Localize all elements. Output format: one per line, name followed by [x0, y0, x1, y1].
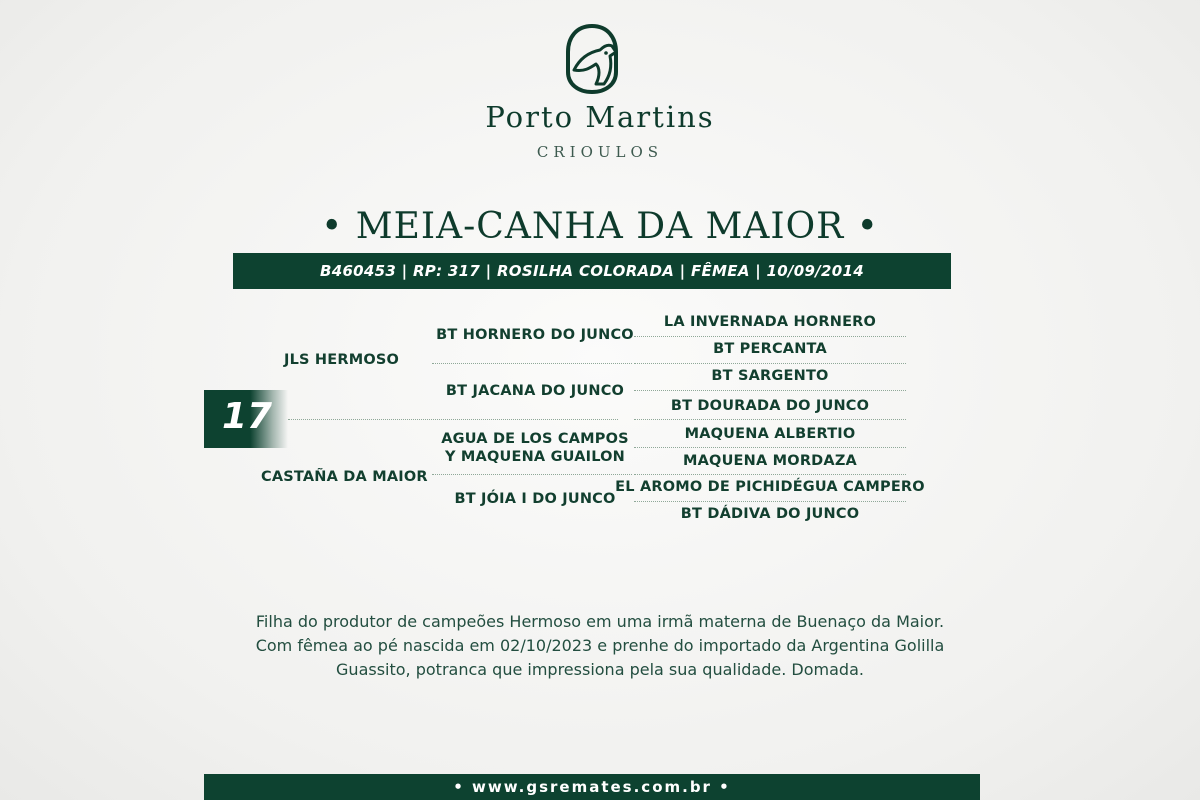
animal-name: • MEIA-CANHA DA MAIOR •	[321, 206, 879, 247]
pedigree-line	[634, 390, 906, 391]
horse-head-icon	[560, 22, 624, 96]
pedigree-line	[634, 419, 906, 420]
pedigree-line	[634, 363, 906, 364]
great-grandparent: BT DOURADA DO JUNCO	[670, 398, 870, 414]
dam-sire-name: AGUA DE LOS CAMPOS Y MAQUENA GUAILON	[441, 431, 629, 465]
great-grandparent: MAQUENA MORDAZA	[683, 453, 857, 469]
sire-name: JLS HERMOSO	[284, 352, 400, 368]
great-grandparent: MAQUENA ALBERTIO	[684, 426, 856, 442]
brand-subtitle: CRIOULOS	[536, 143, 664, 161]
pedigree-line	[432, 363, 632, 364]
info-bar-text: B460453 | RP: 317 | ROSILHA COLORADA | FÊMEA | 10/09/2014	[319, 262, 865, 280]
great-grandparent: BT DÁDIVA DO JUNCO	[680, 506, 860, 522]
sire-sire-name: BT HORNERO DO JUNCO	[436, 327, 634, 343]
pedigree-line	[634, 447, 906, 448]
website-link[interactable]: • www.gsremates.com.br •	[453, 778, 731, 796]
lot-badge	[204, 390, 288, 448]
great-grandparent: BT PERCANTA	[713, 341, 827, 357]
pedigree-line	[432, 474, 632, 475]
dam-name: CASTAÑA DA MAIOR	[261, 469, 428, 485]
pedigree-line	[634, 474, 906, 475]
info-bar	[233, 253, 951, 289]
footer-bar	[204, 774, 980, 800]
pedigree-line	[634, 501, 906, 502]
pedigree-line	[634, 336, 906, 337]
pedigree-line	[288, 419, 618, 420]
great-grandparent: BT SARGENTO	[711, 368, 829, 384]
description-text: Filha do produtor de campeões Hermoso em uma irmã materna de Buenaço da Maior. Com fêmea ao pé nascida em 02/10/2023 e prenhe do importado da Argentina Golilla Guassito, potranca que impressiona pela sua qualidade. Domada.	[255, 612, 945, 679]
brand-name: Porto Martins	[485, 100, 715, 134]
lot-number: 17	[222, 396, 273, 437]
great-grandparent: LA INVERNADA HORNERO	[663, 314, 877, 330]
sire-dam-name: BT JACANA DO JUNCO	[445, 383, 625, 399]
dam-dam-name: BT JÓIA I DO JUNCO	[454, 491, 616, 507]
great-grandparent: EL AROMO DE PICHIDÉGUA CAMPERO	[615, 479, 925, 495]
